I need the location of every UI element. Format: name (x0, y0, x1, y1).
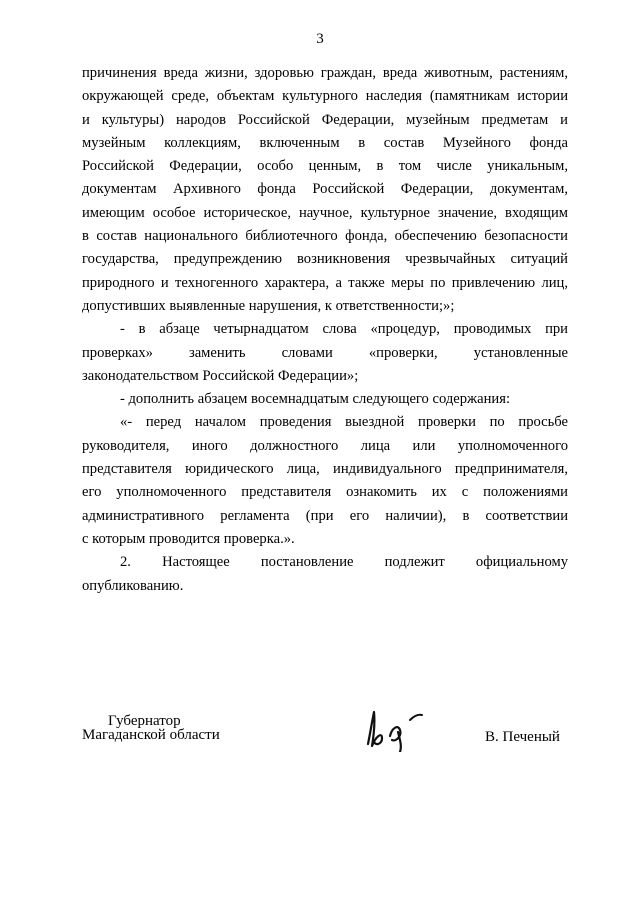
text-line: в состав национального библиотечного фонда, обеспечению безопасности (82, 228, 568, 245)
text-line: и культуры) народов Российской Федерации, музейным предметам и (82, 111, 568, 128)
text-line: имеющим особое историческое, научное, культурное значение, входящим (82, 204, 568, 221)
text-line: допустивших выявленные нарушения, к ответственности;»; (82, 297, 455, 314)
text-line: музейным коллекциям, включенным в состав Музейного фонда (82, 134, 568, 151)
text-line: проверках» заменить словами «проверки, установленные (82, 344, 568, 361)
text-line: - в абзаце четырнадцатом слова «процедур, проводимых при (120, 321, 568, 338)
text-line: Российской Федерации, особо ценным, в том числе уникальным, (82, 158, 568, 175)
text-line: окружающей среде, объектам культурного наследия (памятникам истории (82, 88, 568, 105)
text-line: представителя юридического лица, индивидуального предпринимателя, (82, 461, 568, 478)
text-line: законодательством Российской Федерации»; (82, 367, 359, 384)
text-line: документам Архивного фонда Российской Федерации, документам, (82, 181, 568, 198)
handwritten-signature (362, 706, 432, 752)
signatory-name: В. Печеный (485, 729, 560, 745)
text-line: причинения вреда жизни, здоровью граждан, вреда животным, растениям, (82, 65, 568, 81)
signatory-region: Магаданской области (82, 727, 220, 743)
text-line: опубликованию. (82, 577, 184, 594)
text-line: «- перед началом проведения выездной проверки по просьбе (120, 414, 568, 431)
text-line: руководителя, иного должностного лица или уполномоченного (82, 437, 568, 454)
page-number: 3 (316, 31, 324, 47)
document-body (82, 62, 568, 598)
text-line: природного и техногенного характера, а также меры по привлечению лиц, (82, 274, 568, 291)
text-line: его уполномоченного представителя ознакомить их с положениями (82, 484, 568, 501)
signatory-position: Губернатор (108, 713, 181, 729)
text-line: 2. Настоящее постановление подлежит официальному (120, 554, 568, 571)
text-line: административного регламента (при его наличии), в соответствии (82, 507, 568, 524)
text-line: государства, предупреждению возникновения чрезвычайных ситуаций (82, 251, 568, 268)
text-line: - дополнить абзацем восемнадцатым следующего содержания: (120, 391, 511, 408)
text-line: с которым проводится проверка.». (82, 530, 295, 547)
